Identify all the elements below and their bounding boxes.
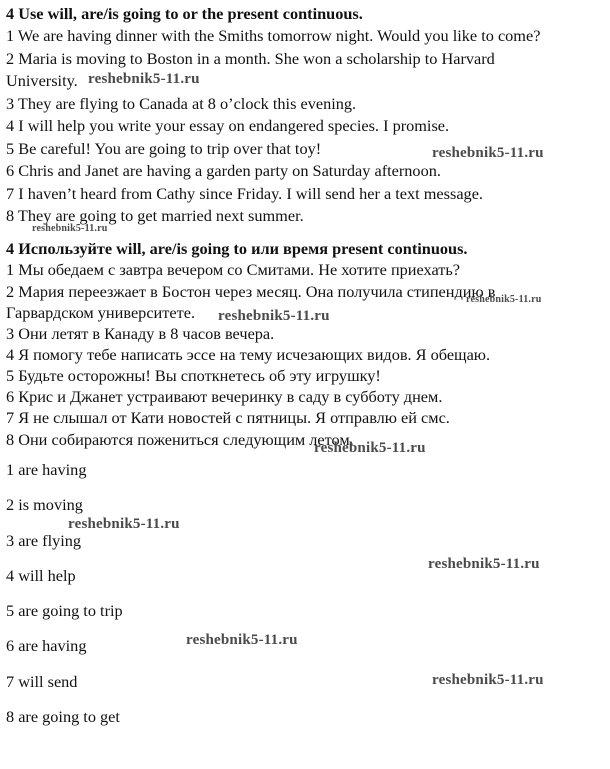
watermark: reshebnik5-11.ru bbox=[68, 516, 180, 532]
answer-5: 5 are going to trip bbox=[6, 601, 123, 620]
russian-line-4: 4 Я помогу тебе написать эссе на тему исчезающих видов. Я обещаю. bbox=[6, 345, 491, 364]
russian-line-6: 6 Крис и Джанет устраивают вечеринку в саду в субботу днем. bbox=[6, 387, 443, 406]
watermark: reshebnik5-11.ru bbox=[432, 145, 544, 161]
answer-3: 3 are flying bbox=[6, 531, 82, 550]
answer-1: 1 are having bbox=[6, 460, 87, 479]
english-line-8: 8 They are going to get married next summer. bbox=[6, 206, 304, 225]
watermark: reshebnik5-11.ru bbox=[186, 632, 298, 648]
english-line-7: 7 I haven’t heard from Cathy since Friday. I will send her a text message. bbox=[6, 184, 483, 203]
russian-line-2: 2 Мария переезжает в Бостон через месяц. Она получила стипендию в bbox=[6, 282, 496, 301]
russian-line-7: 7 Я не слышал от Кати новостей с пятницы. Я отправлю ей смс. bbox=[6, 408, 450, 427]
answer-4: 4 will help bbox=[6, 566, 76, 585]
english-line-2-cont: University. bbox=[6, 71, 78, 90]
answer-2: 2 is moving bbox=[6, 495, 83, 514]
russian-line-5: 5 Будьте осторожны! Вы споткнетесь об эту игрушку! bbox=[6, 366, 381, 385]
russian-line-1: 1 Мы обедаем с завтра вечером со Смитами. Не хотите приехать? bbox=[6, 260, 461, 279]
russian-line-3: 3 Они летят в Канаду в 8 часов вечера. bbox=[6, 324, 275, 343]
russian-line-2-cont: Гарвардском университете. bbox=[6, 303, 196, 322]
english-line-4: 4 I will help you write your essay on endangered species. I promise. bbox=[6, 116, 450, 135]
watermark: reshebnik5-11.ru bbox=[88, 71, 200, 87]
english-heading: 4 Use will, are/is going to or the present continuous. bbox=[6, 4, 363, 23]
english-line-2: 2 Maria is moving to Boston in a month. She won a scholarship to Harvard bbox=[6, 49, 495, 68]
english-line-6: 6 Chris and Janet are having a garden party on Saturday afternoon. bbox=[6, 161, 441, 180]
english-line-5: 5 Be careful! You are going to trip over that toy! bbox=[6, 139, 322, 158]
english-line-3: 3 They are flying to Canada at 8 o’clock this evening. bbox=[6, 94, 357, 113]
watermark: reshebnik5-11.ru bbox=[466, 294, 542, 305]
answer-6: 6 are having bbox=[6, 636, 87, 655]
watermark: reshebnik5-11.ru bbox=[314, 440, 426, 456]
watermark: reshebnik5-11.ru bbox=[428, 556, 540, 572]
watermark: reshebnik5-11.ru bbox=[218, 308, 330, 324]
russian-line-8: 8 Они собираются пожениться следующим летом. bbox=[6, 430, 354, 449]
russian-heading: 4 Используйте will, are/is going to или время present continuous. bbox=[6, 239, 468, 258]
answer-8: 8 are going to get bbox=[6, 707, 120, 726]
watermark: reshebnik5-11.ru bbox=[432, 672, 544, 688]
watermark: reshebnik5-11.ru bbox=[32, 223, 108, 234]
answer-7: 7 will send bbox=[6, 672, 78, 691]
english-line-1: 1 We are having dinner with the Smiths tomorrow night. Would you like to come? bbox=[6, 26, 541, 45]
